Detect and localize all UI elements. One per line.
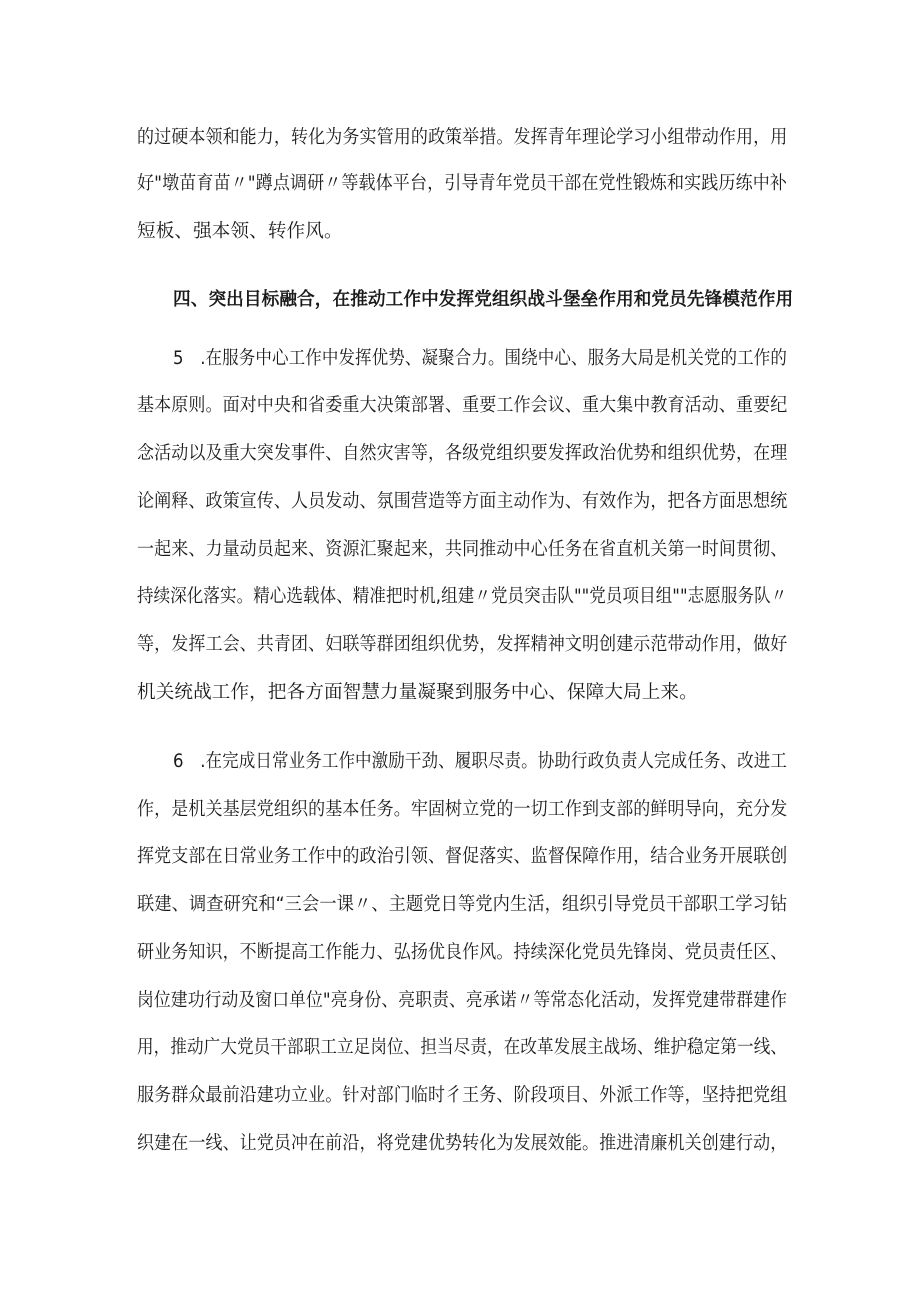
para5-line-8: 机关统战工作，把各方面智慧力量凝聚到服务中心、保障大局上来。 xyxy=(137,682,698,703)
para5-line-1: 5 .在服务中心工作中发挥优势、凝聚合力。围绕中心、服务大局是机关党的工作的 xyxy=(173,348,787,369)
intro-line-1: 的过硬本领和能力，转化为务实管用的政策举措。发挥青年理论学习小组带动作用，用 xyxy=(137,127,788,148)
para6-line-7: 用，推动广大党员干部职工立足岗位、担当尽责，在改革发展主战场、维护稳定第一线、 xyxy=(137,1037,788,1058)
para6-line-3: 挥党支部在日常业务工作中的政治引领、督促落实、监督保障作用，结合业务开展联创 xyxy=(137,846,788,867)
para5-line-2: 基本原则。面对中央和省委重大决策部署、重要工作会议、重大集中教育活动、重要纪 xyxy=(137,395,788,416)
para6-line-4: 联建、调查研究和“三会一课〃、主题党日等党内生活，组织引导党员干部职工学习钻 xyxy=(137,894,788,915)
para5-line-3: 念活动以及重大突发事件、自然灾害等，各级党组织要发挥政治优势和组织优势，在理 xyxy=(137,443,788,464)
para6-line-2: 作，是机关基层党组织的基本任务。牢固树立党的一切工作到支部的鲜明导向，充分发 xyxy=(137,799,788,820)
section-heading: 四、突出目标融合，在推动工作中发挥党组织战斗堡垒作用和党员先锋模范作用 xyxy=(173,289,794,310)
para5-line-4: 论阐释、政策宣传、人员发动、氛围营造等方面主动作为、有效作为，把各方面思想统 xyxy=(137,491,788,512)
para6-line-5: 研业务知识，不断提高工作能力、弘扬优良作风。持续深化党员先锋岗、党员责任区、 xyxy=(137,942,788,963)
intro-line-2: 好"墩苗育苗〃"蹲点调研〃等载体平台，引导青年党员干部在党性锻炼和实践历练中补 xyxy=(137,173,787,194)
para5-line-7: 等，发挥工会、共青团、妇联等群团组织优势，发挥精神文明创建示范带动作用，做好 xyxy=(137,634,788,655)
para5-line-5: 一起来、力量动员起来、资源汇聚起来，共同推动中心任务在省直机关第一时间贯彻、 xyxy=(137,539,788,560)
para6-line-8: 服务群众最前沿建功立业。针对部门临时彳王务、阶段项目、外派工作等，坚持把党组 xyxy=(137,1085,788,1106)
para5-line-6: 持续深化落实。精心选载体、精准把时机,组建〃党员突击队""党员项目组""志愿服务队〃 xyxy=(137,586,788,607)
para6-line-6: 岗位建功行动及窗口单位"亮身份、亮职责、亮承诺〃等常态化活动，发挥党建带群建作 xyxy=(137,990,788,1011)
para6-line-9: 织建在一线、让党员冲在前沿，将党建优势转化为发展效能。推进清廉机关创建行动， xyxy=(137,1133,788,1154)
para6-line-1: 6 .在完成日常业务工作中激励干劲、履职尽责。协助行政负责人完成任务、改进工 xyxy=(173,751,787,772)
intro-line-3: 短板、强本领、转作风。 xyxy=(137,221,343,242)
